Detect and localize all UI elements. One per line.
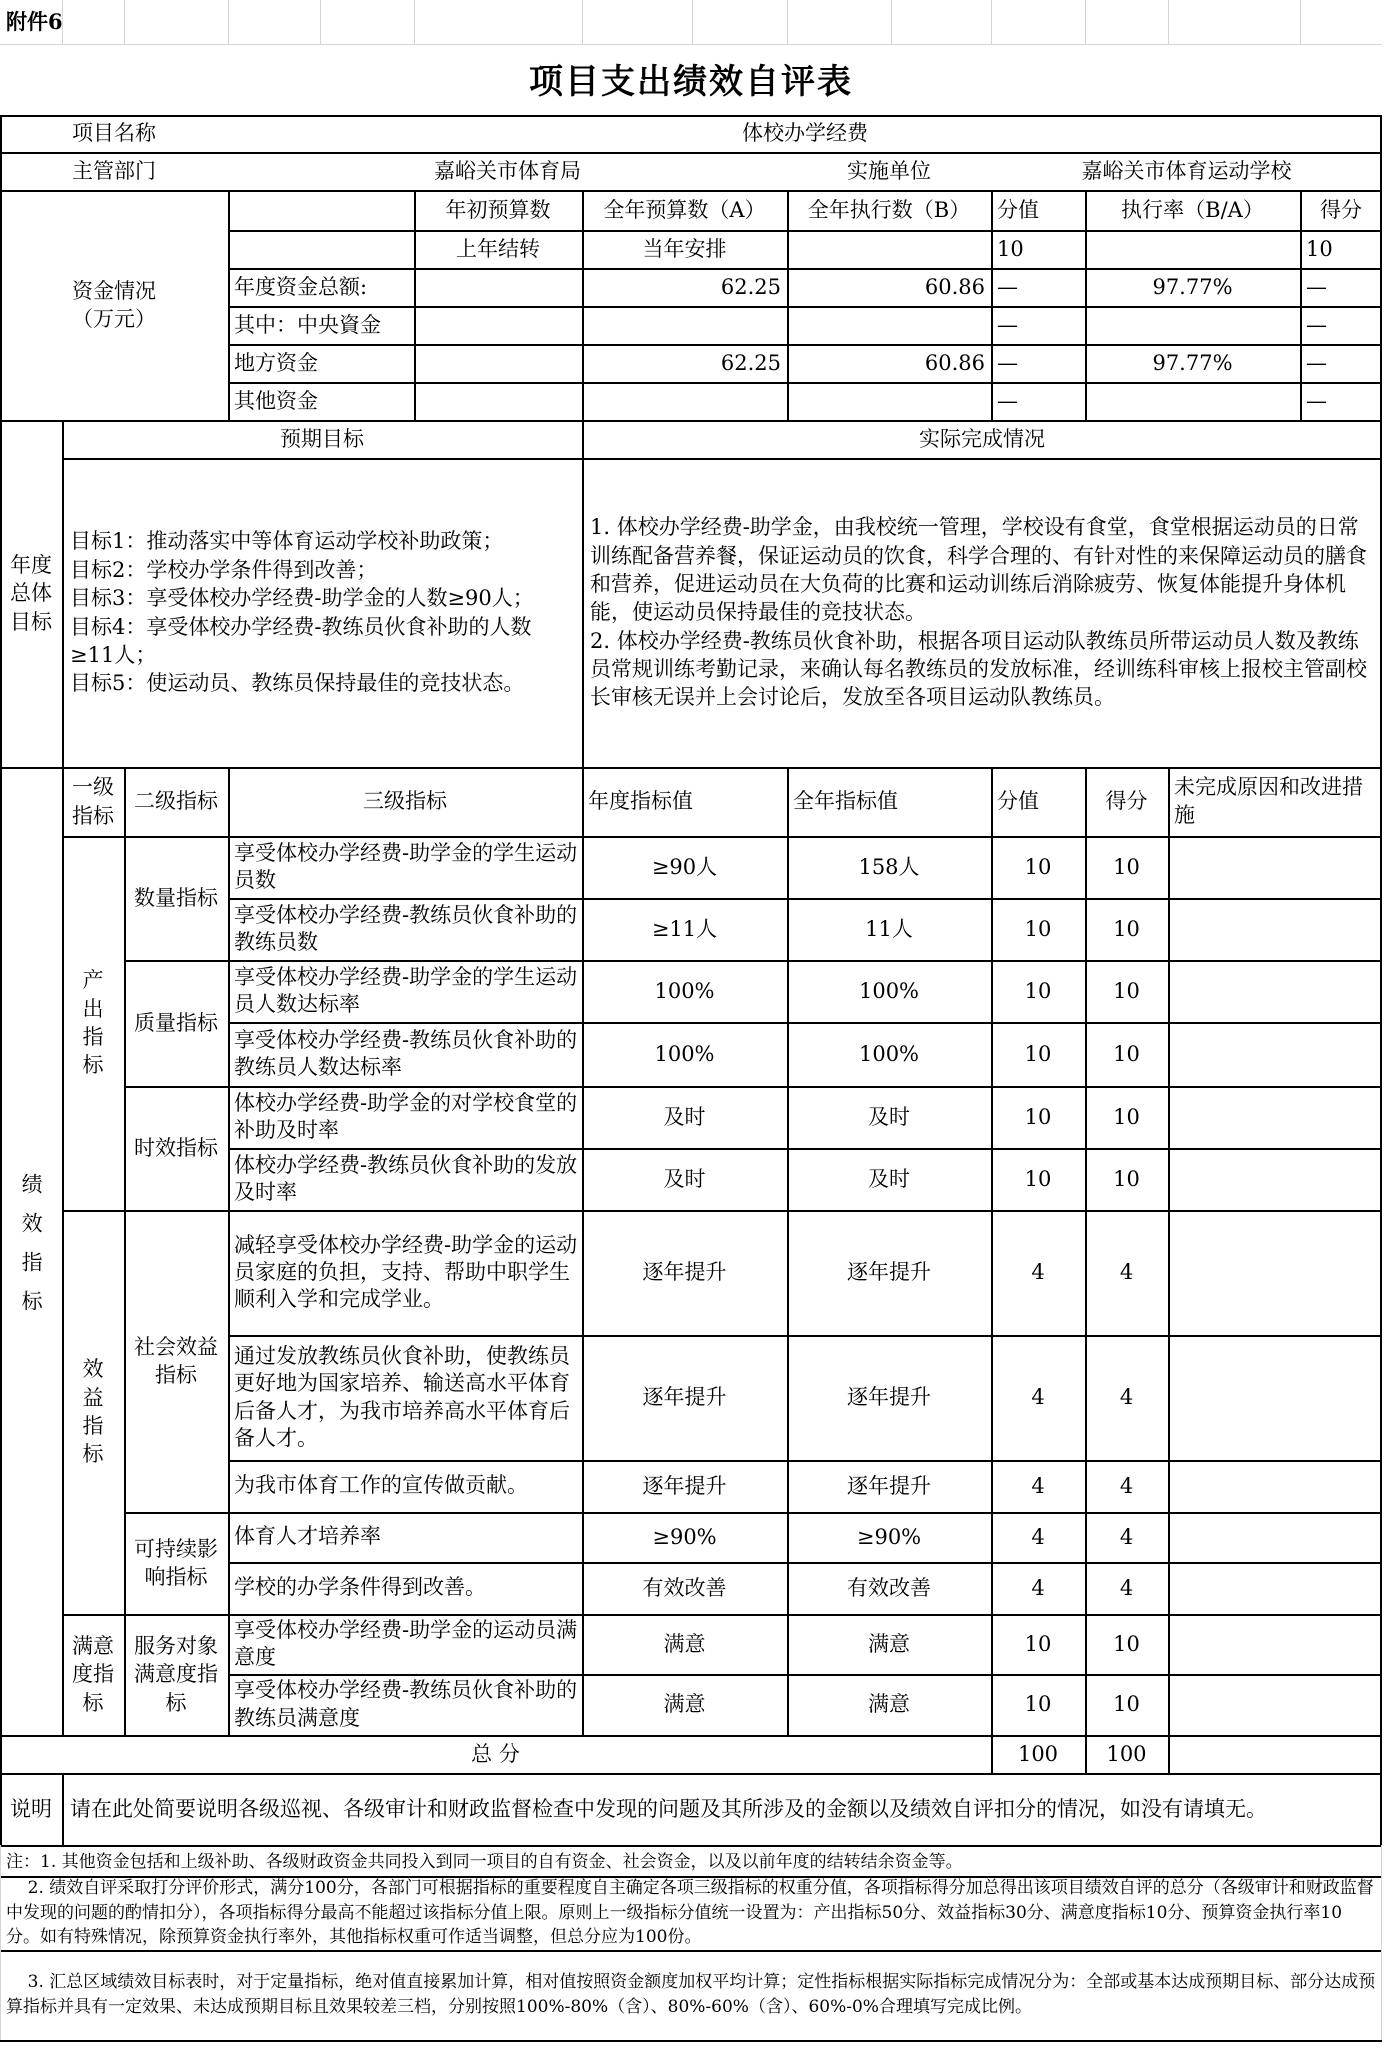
col-initial-budget: 年初预算数 xyxy=(445,197,551,222)
full-year-actual: 满意 xyxy=(868,1631,910,1656)
row-weight: 4 xyxy=(1031,1524,1045,1549)
h-rule xyxy=(62,458,1382,460)
full-year-actual: 及时 xyxy=(868,1166,910,1191)
total-score: 100 xyxy=(1106,1741,1147,1766)
annual-goal-label: 年度 总体 目标 xyxy=(10,552,52,634)
row-reason xyxy=(1168,1674,1382,1735)
full-year-actual: 满意 xyxy=(868,1692,910,1717)
full-year-actual: 及时 xyxy=(868,1104,910,1129)
sheet-gridline xyxy=(1168,0,1169,44)
total-label: 总 分 xyxy=(471,1741,520,1766)
header-score: 得分 xyxy=(1105,789,1148,814)
annual-target: ≥90% xyxy=(652,1524,717,1549)
expected-goal-text: 目标1：推动落实中等体育运动学校补助政策； 目标2：学校办学条件得到改善； 目标3：享受体校办学经费-助学金的人数≥90人； 目标4：享受体校办学经费-教练员伙食补助的人数≥11人； 目标5：使运动员、教练员保持最佳的竞技状态。 xyxy=(70,529,534,696)
full-year-actual: 逐年提升 xyxy=(847,1260,931,1285)
annual-target: 100% xyxy=(654,1041,715,1066)
row-reason xyxy=(1168,1335,1382,1460)
row-weight: 4 xyxy=(1031,1260,1045,1285)
funds-score: 10 xyxy=(1306,236,1333,261)
funds-executed xyxy=(787,382,991,420)
sheet-gridline xyxy=(787,0,788,44)
col-executed: 全年执行数（B） xyxy=(807,197,971,222)
row-score: 4 xyxy=(1119,1385,1134,1410)
header-full-value: 全年指标值 xyxy=(793,789,898,814)
annual-target: ≥11人 xyxy=(651,916,718,941)
expected-goal-header: 预期目标 xyxy=(280,426,364,451)
funds-rate xyxy=(1085,382,1300,420)
funds-score: — xyxy=(1306,350,1327,375)
row-reason xyxy=(1168,1460,1382,1512)
funds-weight: — xyxy=(997,350,1018,375)
indicator-row-name: 享受体校办学经费-教练员伙食补助的教练员满意度 xyxy=(234,1678,578,1730)
performance-indicator-label: 绩效指标 xyxy=(19,1173,44,1329)
col-full-budget: 全年预算数（A） xyxy=(603,197,766,222)
level2-indicator: 质量指标 xyxy=(134,1010,218,1035)
indicator-row-name: 减轻享受体校办学经费-助学金的运动员家庭的负担，支持、帮助中职学生顺利入学和完成学业。 xyxy=(234,1232,578,1312)
annual-target: 有效改善 xyxy=(642,1575,727,1600)
funds-score: — xyxy=(1306,274,1327,299)
annual-target: 满意 xyxy=(663,1631,706,1656)
implementing-unit-value: 嘉峪关市体育运动学校 xyxy=(1081,158,1292,183)
header-annual-value: 年度指标值 xyxy=(588,789,693,814)
sheet-gridline xyxy=(320,0,321,44)
row-weight: 10 xyxy=(1024,854,1052,879)
funds-rate xyxy=(1085,306,1300,344)
header-level3: 三级指标 xyxy=(363,789,447,814)
indicator-row-name: 体校办学经费-助学金的对学校食堂的补助及时率 xyxy=(234,1090,578,1142)
indicator-row-name: 享受体校办学经费-教练员伙食补助的教练员人数达标率 xyxy=(234,1027,578,1079)
sheet-gridline xyxy=(0,44,1382,45)
level1-indicator: 效 益 指 标 xyxy=(82,1357,104,1467)
page-title: 项目支出绩效自评表 xyxy=(529,61,853,102)
indicator-row-name: 享受体校办学经费-助学金的运动员满意度 xyxy=(234,1617,578,1669)
row-weight: 10 xyxy=(1024,978,1052,1003)
h-rule xyxy=(228,230,1382,232)
row-weight: 4 xyxy=(1031,1385,1045,1410)
explanation-label: 说明 xyxy=(10,1796,52,1821)
actual-completion-text: 1. 体校办学经费-助学金，由我校统一管理，学校设有食堂，食堂根据运动员的日常训练配备营养餐，保证运动员的饮食，科学合理的、有针对性的来保障运动员的膳食和营养，促进运动员在大负荷的比赛和运动训练后消除疲劳、恢复体能提升身体机能，使运动员保持最佳的竞技状态。 2. 体校办学经费-教练员伙食补助，根据各项目运动队教练员所带运动员人数及教练员常规训练考勤记录，来确认每名教练员的发放标准，经训练科审核上报校主管副校长审核无误并上会讨论后，发放至各项目运动队教练员。 xyxy=(590,515,1367,710)
row-score: 10 xyxy=(1113,1166,1140,1191)
col-score: 得分 xyxy=(1320,197,1362,222)
row-reason xyxy=(1168,1148,1382,1210)
row-reason xyxy=(1168,898,1382,960)
row-weight: 10 xyxy=(1024,1104,1052,1129)
full-year-actual: 11人 xyxy=(865,916,913,941)
funds-row-label: 其他资金 xyxy=(234,388,318,413)
funds-executed: 60.86 xyxy=(924,350,985,375)
department-label: 主管部门 xyxy=(72,158,156,183)
row-score: 10 xyxy=(1113,978,1140,1003)
row-reason xyxy=(1168,1562,1382,1614)
actual-completion-header: 实际完成情况 xyxy=(919,426,1045,451)
sheet-gridline xyxy=(1300,0,1301,44)
annual-target: 满意 xyxy=(663,1692,706,1717)
header-level2: 二级指标 xyxy=(134,789,218,814)
level2-indicator: 服务对象 满意度指 标 xyxy=(134,1633,218,1715)
indicator-row-name: 为我市体育工作的宣传做贡献。 xyxy=(234,1473,528,1498)
sheet-gridline xyxy=(414,0,415,44)
funds-score: — xyxy=(1306,388,1327,413)
indicator-row-name: 学校的办学条件得到改善。 xyxy=(234,1575,486,1600)
level1-indicator: 产 出 指 标 xyxy=(82,968,104,1078)
row-score: 10 xyxy=(1113,916,1140,941)
row-weight: 10 xyxy=(1024,916,1052,941)
header-weight: 分值 xyxy=(997,789,1039,814)
row-reason xyxy=(1168,1512,1382,1562)
col-rate: 执行率（B/A） xyxy=(1121,197,1264,222)
note-1: 注：1. 其他资金包括和上级补助、各级财政资金共同投入到同一项目的自有资金、社会资金，以及以前年度的结转结余资金等。 xyxy=(6,1851,963,1872)
annual-target: 及时 xyxy=(663,1166,706,1191)
h-rule xyxy=(0,2040,1382,2042)
funds-weight: 10 xyxy=(997,236,1024,261)
level2-indicator: 时效指标 xyxy=(134,1135,218,1160)
funds-row-label: 地方资金 xyxy=(234,350,318,375)
total-weight: 100 xyxy=(1017,1741,1059,1766)
row-score: 10 xyxy=(1113,1692,1140,1717)
indicator-row-name: 体育人才培养率 xyxy=(234,1524,381,1549)
funds-full-budget xyxy=(582,306,787,344)
full-year-actual: 100% xyxy=(858,978,920,1003)
indicator-row-name: 享受体校办学经费-助学金的学生运动员人数达标率 xyxy=(234,964,578,1016)
row-score: 10 xyxy=(1113,1104,1140,1129)
level1-indicator: 满意 度指 标 xyxy=(72,1633,114,1715)
sheet-gridline xyxy=(991,0,992,44)
v-rule xyxy=(1168,1735,1170,1773)
sheet-gridline xyxy=(1085,0,1086,44)
sheet-gridline xyxy=(582,0,583,44)
annual-target: 逐年提升 xyxy=(642,1473,727,1498)
col-carryover: 上年结转 xyxy=(456,236,540,261)
level2-indicator: 社会效益 指标 xyxy=(134,1334,218,1387)
full-year-actual: 逐年提升 xyxy=(847,1385,931,1410)
note-2: 2. 绩效自评采取打分评价形式，满分100分，各部门可根据指标的重要程度自主确定各项三级指标的权重分值，各项指标得分加总得出该项目绩效自评的总分（各级审计和财政监督中发现的问题的酌情扣分），各项指标得分最高不能超过该指标分值上限。原则上一级指标分值统一设置为：产出指标50分、效益指标30分、满意度指标10分、预算资金执行率10分。如有特殊情况，除预算资金执行率外，其他指标权重可作适当调整，但总分应为100份。 xyxy=(6,1878,1374,1948)
sheet-gridline xyxy=(891,0,892,44)
funds-weight: — xyxy=(997,274,1018,299)
row-weight: 4 xyxy=(1031,1575,1045,1600)
full-year-actual: 有效改善 xyxy=(847,1575,931,1600)
indicator-row-name: 体校办学经费-教练员伙食补助的发放及时率 xyxy=(234,1152,578,1204)
attachment-label: 附件6 xyxy=(6,8,63,34)
full-year-actual: 逐年提升 xyxy=(847,1473,931,1498)
row-weight: 10 xyxy=(1024,1692,1052,1717)
sheet-gridline xyxy=(692,0,693,44)
full-year-actual: ≥90% xyxy=(856,1524,922,1549)
full-year-actual: 158人 xyxy=(858,854,920,879)
indicator-row-name: 享受体校办学经费-教练员伙食补助的教练员数 xyxy=(234,902,578,954)
funds-full-budget xyxy=(582,382,787,420)
funds-full-budget: 62.25 xyxy=(720,350,781,375)
sheet-gridline xyxy=(228,0,229,44)
row-reason xyxy=(1168,1022,1382,1086)
row-score: 4 xyxy=(1119,1524,1134,1549)
funds-weight: — xyxy=(997,312,1018,337)
annual-target: 逐年提升 xyxy=(642,1385,727,1410)
funds-row-label: 年度资金总额: xyxy=(234,274,368,299)
row-weight: 10 xyxy=(1024,1166,1052,1191)
row-reason xyxy=(1168,1614,1382,1674)
project-name: 体校办学经费 xyxy=(742,121,868,146)
note-3: 3. 汇总区域绩效目标表时，对于定量指标，绝对值直接累加计算，相对值按照资金额度加权平均计算；定性指标根据实际指标完成情况分为：全部或基本达成预期目标、部分达成预算指标并具有一定效果、未达成预期目标且效果较差三档，分别按照100%-80%（含）、80%-60%（含）、60%-0%合理填写完成比例。 xyxy=(6,1972,1376,2017)
department-value: 嘉峪关市体育局 xyxy=(434,158,581,183)
row-score: 10 xyxy=(1113,854,1140,879)
funds-rate: 97.77% xyxy=(1152,274,1233,299)
row-score: 4 xyxy=(1119,1575,1134,1600)
funds-weight: — xyxy=(997,388,1018,413)
funds-row-label: 其中：中央資金 xyxy=(234,312,381,337)
header-level1: 一级 指标 xyxy=(72,775,114,828)
annual-target: ≥90人 xyxy=(651,854,718,879)
header-reason: 未完成原因和改进措施 xyxy=(1174,775,1363,827)
level2-indicator: 可持续影 响指标 xyxy=(134,1536,218,1589)
annual-target: 逐年提升 xyxy=(642,1260,727,1285)
funds-executed: 60.86 xyxy=(924,274,985,299)
funds-score: — xyxy=(1306,312,1327,337)
row-reason xyxy=(1168,1210,1382,1335)
funds-rate: 97.77% xyxy=(1152,350,1233,375)
row-weight: 10 xyxy=(1024,1631,1052,1656)
row-score: 10 xyxy=(1113,1631,1140,1656)
funds-executed xyxy=(787,306,991,344)
funds-label: 资金情况 （万元） xyxy=(72,278,156,331)
col-current-year: 当年安排 xyxy=(642,236,727,261)
row-reason xyxy=(1168,1086,1382,1148)
row-score: 10 xyxy=(1113,1041,1140,1066)
indicator-row-name: 享受体校办学经费-助学金的学生运动员数 xyxy=(234,840,578,892)
annual-target: 100% xyxy=(654,978,715,1003)
level2-indicator: 数量指标 xyxy=(134,885,218,910)
funds-full-budget: 62.25 xyxy=(720,274,781,299)
row-score: 4 xyxy=(1119,1260,1134,1285)
row-reason xyxy=(1168,836,1382,898)
full-year-actual: 100% xyxy=(858,1041,920,1066)
indicator-row-name: 通过发放教练员伙食补助，使教练员更好地为国家培养、输送高水平体育后备人才，为我市培养高水平体育后备人才。 xyxy=(234,1343,570,1450)
row-weight: 4 xyxy=(1031,1473,1045,1498)
row-reason xyxy=(1168,960,1382,1022)
implementing-unit-label: 实施单位 xyxy=(847,158,931,183)
annual-target: 及时 xyxy=(663,1104,706,1129)
h-rule xyxy=(0,1845,1382,1847)
row-score: 4 xyxy=(1119,1473,1134,1498)
project-name-label: 项目名称 xyxy=(72,121,156,146)
col-weight: 分值 xyxy=(997,197,1039,222)
row-weight: 10 xyxy=(1024,1041,1052,1066)
explanation-text: 请在此处简要说明各级巡视、各级审计和财政监督检查中发现的问题及其所涉及的金额以及绩效自评扣分的情况，如没有请填无。 xyxy=(70,1796,1267,1821)
